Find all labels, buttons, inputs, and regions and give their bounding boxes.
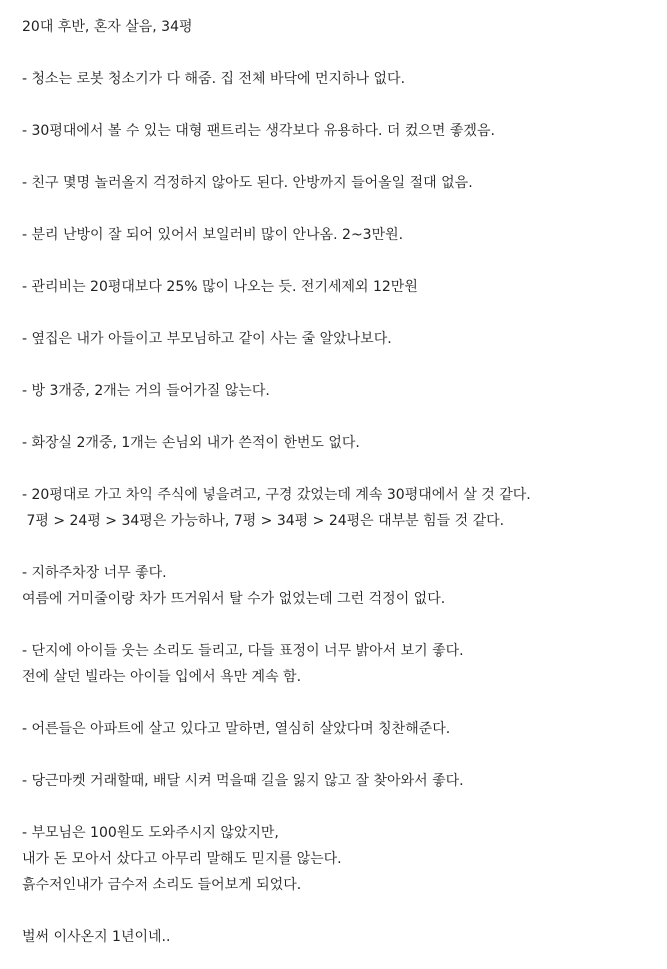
list-item-continuation: 전에 살던 빌라는 아이들 입에서 욕만 계속 함. [22, 669, 302, 685]
post-header: 20대 후반, 혼자 살음, 34평 [22, 19, 193, 35]
list-item: - 분리 난방이 잘 되어 있어서 보일러비 많이 안나옴. 2~3만원. [22, 227, 404, 243]
list-item: - 당근마켓 거래할때, 배달 시켜 먹을때 길을 잃지 않고 잘 찾아와서 좋다. [22, 773, 464, 789]
list-item: - 단지에 아이들 웃는 소리도 들리고, 다들 표정이 너무 밝아서 보기 좋다. [22, 643, 464, 659]
list-item-continuation: 여름에 거미줄이랑 차가 뜨거워서 탈 수가 없었는데 그런 걱정이 없다. [22, 591, 446, 607]
list-item-continuation: 흙수저인내가 금수저 소리도 들어보게 되었다. [22, 877, 302, 893]
list-item: - 친구 몇명 놀러올지 걱정하지 않아도 된다. 안방까지 들어올일 절대 없음. [22, 175, 473, 191]
list-item: - 옆집은 내가 아들이고 부모님하고 같이 사는 줄 알았나보다. [22, 331, 392, 347]
list-item: - 지하주차장 너무 좋다. [22, 565, 167, 581]
post-footer: 벌써 이사온지 1년이네.. [22, 929, 171, 945]
list-item: - 청소는 로봇 청소기가 다 해줌. 집 전체 바닥에 먼지하나 없다. [22, 71, 406, 87]
list-item-continuation: 내가 돈 모아서 샀다고 아무리 말해도 믿지를 않는다. [22, 851, 342, 867]
list-item: - 부모님은 100원도 도와주시지 않았지만, [22, 825, 279, 841]
list-item-continuation: 7평 > 24평 > 34평은 가능하나, 7평 > 34평 > 24평은 대부분 힘들 것 같다. [22, 513, 505, 529]
list-item: - 30평대에서 볼 수 있는 대형 팬트리는 생각보다 유용하다. 더 컸으면 좋겠음. [22, 123, 495, 139]
list-item: - 20평대로 가고 차익 주식에 넣을려고, 구경 갔었는데 계속 30평대에서 살 것 같다. [22, 487, 531, 503]
list-item: - 화장실 2개중, 1개는 손님외 내가 쓴적이 한번도 없다. [22, 435, 360, 451]
list-item: - 어른들은 아파트에 살고 있다고 말하면, 열심히 살았다며 칭찬해준다. [22, 721, 451, 737]
list-item: - 방 3개중, 2개는 거의 들어가질 않는다. [22, 383, 270, 399]
list-item: - 관리비는 20평대보다 25% 많이 나오는 듯. 전기세제외 12만원 [22, 279, 418, 295]
